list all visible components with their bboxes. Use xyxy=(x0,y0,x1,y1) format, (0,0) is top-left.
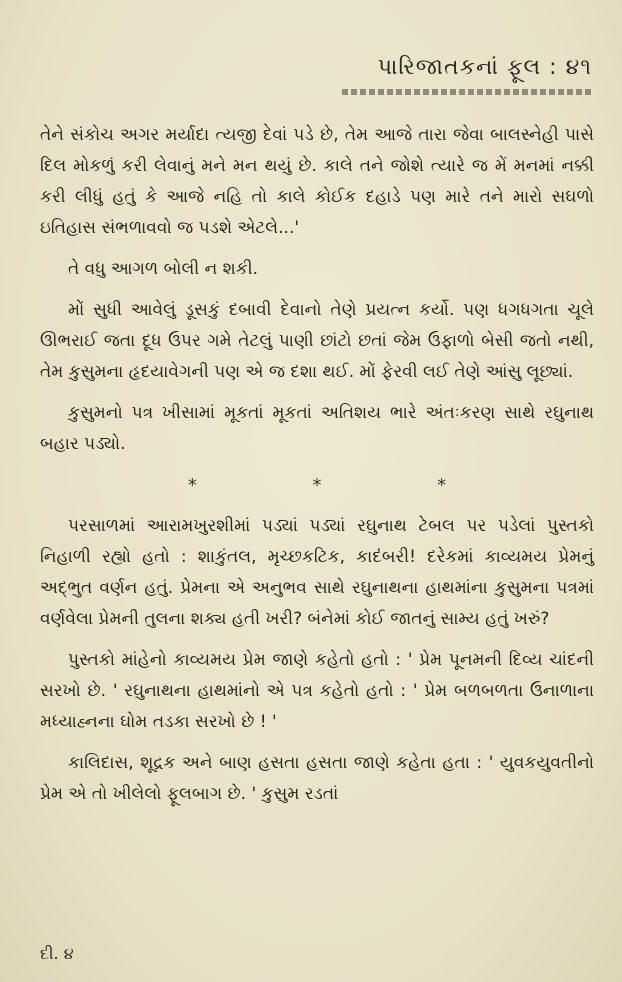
page-header xyxy=(0,55,592,80)
paragraph: તે વધુ આગળ બોલી ન શકી. xyxy=(68,259,259,279)
section-separator xyxy=(40,470,594,501)
separator-star: * xyxy=(437,475,447,496)
running-title: પારિજાતકનાં ફૂલ : ૪૧ xyxy=(377,55,592,80)
paragraph: કુસુમનો પત્ર ખીસામાં મૂકતાં મૂકતાં અતિશય ભારે અંતઃકરણ સાથે રઘુનાથ બહાર પડ્યો. xyxy=(40,403,594,454)
paragraph: મોં સુધી આવેલું ડૂસકું દબાવી દેવાનો તેણે પ્રયત્ન કર્યો. પણ ધગધગતા ચૂલે ઊભરાઈ જતા દૂધ ઉપર ગમે તેટલું પાણી છાંટો છતાં જેમ ઉફાળો બેસી જતો નથી, તેમ કુસુમના હૃદયાવેગની પણ એ જ દશા થઈ. મોં ફેરવી લઈ તેણે આંસુ લૂછ્યાં. xyxy=(40,300,594,382)
header-wavy-rule xyxy=(342,89,592,95)
page-body xyxy=(40,120,594,820)
paragraph: કાલિદાસ, શૂદ્રક અને બાણ હસતા હસતા જાણે કહેતા હતા : ' યુવકયુવતીનો પ્રેમ એ તો ખીલેલો ફૂલબાગ છે. ' કુસુમ રડતાં xyxy=(40,753,594,804)
signature-mark: દી. ૪ xyxy=(40,944,74,963)
separator-star: * xyxy=(312,475,322,496)
paragraph: તેને સંકોચ અગર મર્યાદા ત્યજી દેવાં પડે છે, તેમ આજે તારા જેવા બાલસ્નેહી પાસે દિલ મોકળું કરી લેવાનું મને મન થયું છે. કાલે તને જોશે ત્યારે જ મેં મનમાં નક્કી કરી લીધું હતું કે આજે નહિ તો કાલે કોઈક દહાડે પણ મારે તને મારો સઘળો ઇતિહાસ સંભળાવવો જ પડશે એટલે...' xyxy=(40,125,594,238)
paragraph: પરસાળમાં આરામખુરશીમાં પડ્યાં પડ્યાં રઘુનાથ ટેબલ પર પડેલાં પુસ્તકો નિહાળી રહ્યો હતો : શાકુંતલ, મૃચ્છકટિક, કાદંબરી! દરેકમાં કાવ્યમય પ્રેમનું અદ્ભુત વર્ણન હતું. પ્રેમના એ અનુભવ સાથે રઘુનાથના હાથમાંના કુસુમના પત્રમાં વર્ણવેલા પ્રેમની તુલના શક્ય હતી ખરી? બંનેમાં કોઈ જાતનું સામ્ય હતું ખરું? xyxy=(40,516,594,629)
paragraph: પુસ્તકો માંહેનો કાવ્યમય પ્રેમ જાણે કહેતો હતો : ' પ્રેમ પૂનમની દિવ્ય ચાંદની સરખો છે. ' રઘુનાથના હાથમાંનો એ પત્ર કહેતો હતો : ' પ્રેમ બળબળતા ઉનાળાના મધ્યાહ્નના ઘોમ તડકા સરખો છે ! ' xyxy=(40,650,594,732)
separator-star: * xyxy=(187,475,197,496)
